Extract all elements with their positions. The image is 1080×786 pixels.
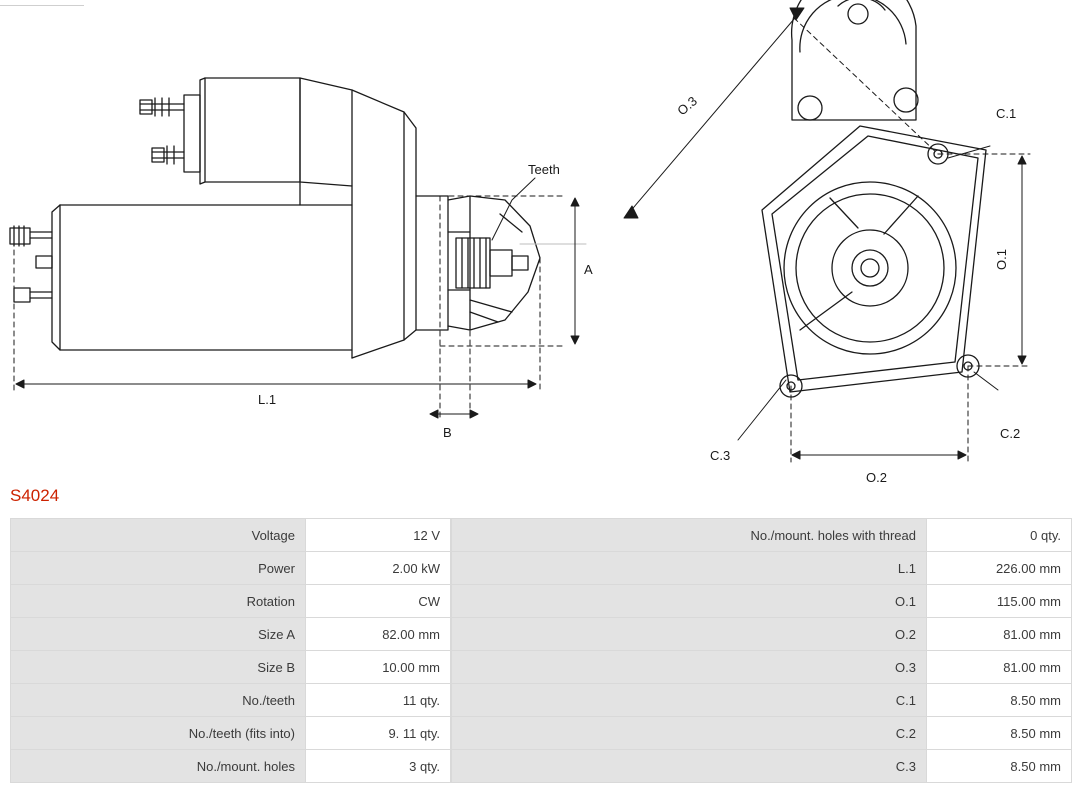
label-c2: C.2 <box>1000 426 1021 441</box>
table-row <box>452 585 1072 618</box>
label-c1: C.1 <box>996 106 1017 121</box>
table-row <box>11 684 451 717</box>
spec-value: 226.00 mm <box>927 552 1072 585</box>
table-row <box>452 519 1072 552</box>
label-o2: O.2 <box>866 470 887 485</box>
spec-value: 8.50 mm <box>927 684 1072 717</box>
hole-leaders <box>738 146 998 440</box>
table-row <box>11 519 451 552</box>
spec-label: No./mount. holes <box>11 750 306 783</box>
spec-label: No./teeth <box>11 684 306 717</box>
dimension-guides-right <box>791 18 1030 462</box>
spec-label: O.1 <box>452 585 927 618</box>
label-b: B <box>443 425 452 440</box>
spec-value: 8.50 mm <box>927 750 1072 783</box>
spec-value: 12 V <box>306 519 451 552</box>
label-o3: O.3 <box>674 93 700 119</box>
table-row <box>11 618 451 651</box>
table-row <box>11 585 451 618</box>
label-c3: C.3 <box>710 448 731 463</box>
spec-label: C.2 <box>452 717 927 750</box>
label-teeth: Teeth <box>528 162 560 177</box>
spec-label: O.3 <box>452 651 927 684</box>
table-row <box>452 552 1072 585</box>
spec-value: 2.00 kW <box>306 552 451 585</box>
label-l1: L.1 <box>258 392 277 407</box>
spec-value: 81.00 mm <box>927 651 1072 684</box>
table-row <box>452 684 1072 717</box>
table-row <box>11 651 451 684</box>
spec-label: No./teeth (fits into) <box>11 717 306 750</box>
spec-value: 82.00 mm <box>306 618 451 651</box>
spec-value: 8.50 mm <box>927 717 1072 750</box>
spec-value: 81.00 mm <box>927 618 1072 651</box>
table-row <box>452 750 1072 783</box>
dimension-o3 <box>624 8 804 218</box>
spec-value: 0 qty. <box>927 519 1072 552</box>
specifications-tables <box>10 518 1070 783</box>
spec-label: Rotation <box>11 585 306 618</box>
spec-value: 9. 11 qty. <box>306 717 451 750</box>
table-row <box>452 717 1072 750</box>
spec-table-left <box>10 518 451 783</box>
label-a: A <box>584 262 593 277</box>
table-row <box>11 717 451 750</box>
dimension-guides-left <box>14 196 566 420</box>
spec-label: O.2 <box>452 618 927 651</box>
spec-label: Voltage <box>11 519 306 552</box>
dimension-b <box>430 410 478 418</box>
label-o1: O.1 <box>994 249 1009 270</box>
dimension-l1 <box>16 380 536 388</box>
side-view-drawing <box>10 78 540 358</box>
table-row <box>452 618 1072 651</box>
spec-table-right <box>451 518 1072 783</box>
spec-label: Size B <box>11 651 306 684</box>
dimension-o1 <box>1018 156 1026 364</box>
end-view-drawing <box>762 0 986 397</box>
spec-value: 115.00 mm <box>927 585 1072 618</box>
dimension-a <box>571 198 579 344</box>
page-title: S4024 <box>10 486 60 505</box>
spec-value: 11 qty. <box>306 684 451 717</box>
spec-value: 10.00 mm <box>306 651 451 684</box>
table-row <box>11 552 451 585</box>
table-row <box>452 651 1072 684</box>
spec-label: No./mount. holes with thread <box>452 519 927 552</box>
spec-label: L.1 <box>452 552 927 585</box>
dimension-o2 <box>792 451 966 459</box>
spec-value: 3 qty. <box>306 750 451 783</box>
table-row <box>11 750 451 783</box>
spec-label: Size A <box>11 618 306 651</box>
spec-label: Power <box>11 552 306 585</box>
spec-value: CW <box>306 585 451 618</box>
spec-label: C.1 <box>452 684 927 717</box>
spec-label: C.3 <box>452 750 927 783</box>
